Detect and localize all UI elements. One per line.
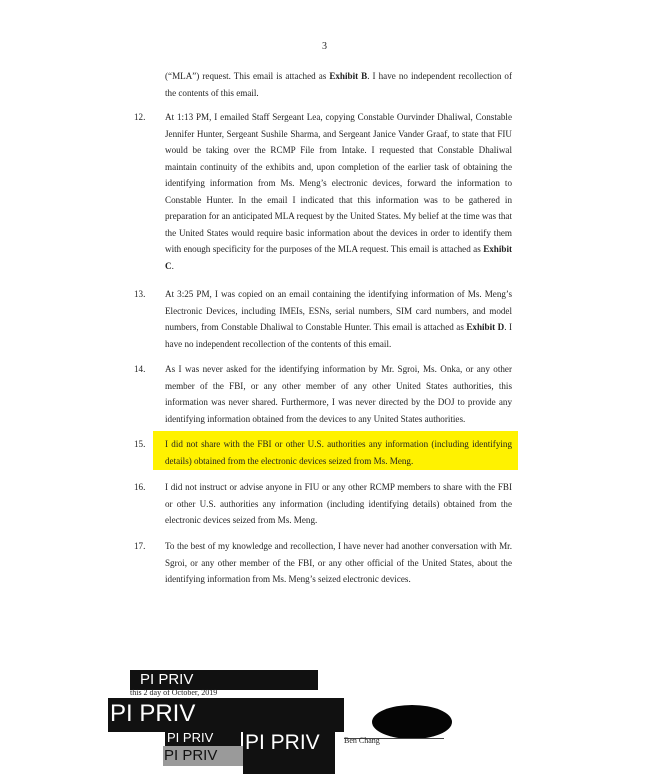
paragraph-text: I did not share with the FBI or other U.S. authorities any information (including identifying details) obtained from the electronic devices seized from Ms. Meng.	[165, 439, 512, 466]
paragraph-text-tail: .	[171, 260, 174, 271]
paragraph-text: At 1:13 PM, I emailed Staff Sergeant Lea, copying Constable Ourvinder Dhaliwal, Constable Jennifer Hunter, Sergeant Sushile Sharma, and Sergeant Janice Vander Graaf, to state that FIU would be taking over the RCMP File from Intake. I requested that Constable Dhaliwal maintain continuity of the exhibits and, upon completion of the earlier task of obtaining the identifying information from Ms. Meng’s electronic devices, forward the information to Constable Hunter. In the email I indicated that this information was to be gathered in preparation for an anticipated MLA request by the United States. My belief at the time was that the United States would require basic information about the devices in order to identify them with enough specificity for the purposes of the MLA request. This email is attached as	[165, 112, 512, 254]
paragraph-text: As I was never asked for the identifying information by Mr. Sgroi, Ms. Onka, or any other member of the FBI, or any other member of any other United States authorities, this information was never shared. Furthermore, I was never directed by the DOJ to provide any identifying information obtained from the devices to any United States authorities.	[165, 364, 512, 424]
redaction-box: PI PRIV	[163, 746, 243, 766]
paragraph-text: At 3:25 PM, I was copied on an email containing the identifying information of Ms. Meng’s Electronic Devices, including IMEIs, ESNs, serial numbers, SIM card numbers, and model numbers, from Constable Dhaliwal to Constable Hunter. This email is attached as	[165, 289, 512, 332]
exhibit-reference: Exhibit C	[165, 244, 512, 271]
redaction-box: PI PRIV	[108, 698, 344, 732]
paragraph-text: (“MLA”) request. This email is attached as	[165, 71, 330, 81]
paragraph-number-16: 16.	[134, 482, 146, 492]
paragraph-text: To the best of my knowledge and recollection, I have never had another conversation with Mr. Sgroi, or any other member of the FBI, or any other official of the United States, about the identifying information from Ms. Meng’s seized electronic devices.	[165, 541, 512, 584]
signature-blob	[372, 705, 452, 739]
paragraph-number-13: 13.	[134, 289, 146, 299]
paragraph-17	[165, 538, 512, 588]
paragraph-number-15: 15.	[134, 439, 146, 449]
paragraph-number-14: 14.	[134, 364, 146, 374]
paragraph-text: I did not instruct or advise anyone in FIU or any other RCMP members to share with the FBI or other U.S. authorities any information (including identifying details) obtained from the electronic devices seized from Ms. Meng.	[165, 482, 512, 525]
paragraph-12	[165, 109, 512, 274]
paragraph-15	[165, 436, 512, 469]
paragraph-text-tail: . I have no independent recollection of the contents of this email.	[165, 322, 513, 349]
exhibit-reference: Exhibit D	[466, 322, 505, 332]
paragraph-14	[165, 361, 512, 427]
page-number: 3	[322, 41, 327, 52]
redaction-box: PI PRIV	[165, 730, 241, 746]
signatory-name: Ben Chang	[344, 736, 380, 745]
paragraph-13	[165, 286, 512, 352]
paragraph-text-tail: . I have no independent recollection of the contents of this email.	[165, 71, 512, 98]
paragraph-16	[165, 479, 512, 529]
redaction-box: PI PRIV	[130, 670, 318, 690]
paragraph-number-12: 12.	[134, 112, 146, 122]
exhibit-reference: Exhibit B	[329, 71, 368, 81]
paragraph-continuation	[165, 68, 512, 101]
redaction-box: PI PRIV	[243, 728, 335, 774]
jurat-date: this 2 day of October, 2019	[130, 688, 218, 697]
paragraph-number-17: 17.	[134, 541, 146, 551]
